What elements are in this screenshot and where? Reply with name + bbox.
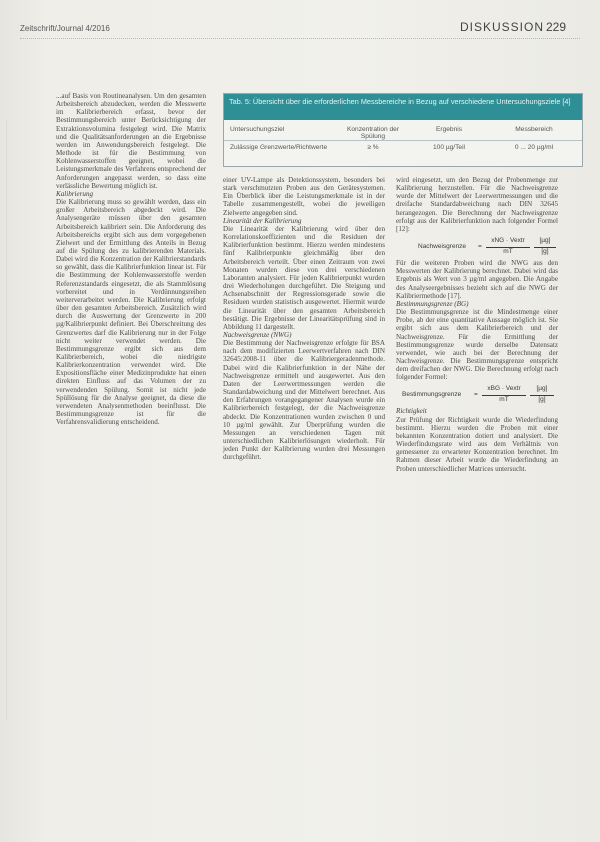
unit-numerator: [µg] — [539, 237, 551, 245]
table-cell: 0 ... 20 µg/ml — [514, 144, 554, 151]
section-heading: Kalibrierung — [56, 189, 94, 198]
formula-bestimmungsgrenze — [396, 381, 558, 407]
paragraph: ...auf Basis von Routineanalysen. Um den gesamten Arbeitsbereich abzudecken, werden die Messwerte im Kalibrierbereich erfasst, bevor der Bestimmungsbereich unter Berücksichtigung der Extraktionsvolumina festgelegt wird. Die Matrix und die Qualitätsanforderungen an die Ergebnisse werden im Anwendungsbereich festgelegt. Die Methode ist für die Bestimmung von Kohlenwasserstoffen geeignet, wobei die Leistungsmerkmale des Verfahrens entsprechend der Anforderungen angepasst werden, so dass eine verlässliche Bewertung möglich ist. — [56, 92, 206, 190]
formula-nachweisgrenze — [396, 233, 558, 259]
table-header-cell: Konzentration der Spülung — [346, 126, 400, 140]
paragraph: einer UV-Lampe als Detektionssystem, besonders bei stark verschmutzten Proben aus den Gerätesystemen. Ein Überblick über die Leistungsmerkmale ist in der Tabelle zusammengestellt, wobei die jeweiligen Zielwerte angegeben sind. — [223, 176, 385, 217]
table-cell: 100 µg/Teil — [432, 144, 466, 151]
section-title: DISKUSSION — [460, 20, 545, 34]
section-heading: Nachweisgrenze (NWG) — [223, 330, 292, 339]
formula-numerator: xNG · Vextr — [491, 237, 525, 245]
unit-denominator: [g] — [538, 396, 546, 404]
table-cell: Zulässige Grenzwerte/Richtwerte — [230, 144, 328, 151]
unit-numerator: [µg] — [536, 385, 548, 393]
binding-shadow — [6, 120, 7, 720]
table-row — [224, 141, 582, 155]
table-header-row — [224, 124, 582, 141]
journal-header: Zeitschrift/Journal 4/2016 — [20, 24, 110, 33]
equals-sign: = — [474, 391, 478, 399]
table-header-cell: Ergebnis — [435, 126, 463, 133]
formula-denominator: mT — [503, 248, 513, 256]
header-divider — [20, 38, 580, 39]
paragraph: Die Linearität der Kalibrierung wird über den Korrelationskoeffizienten und die Residuen der Kalibrierfunktion bestimmt. Hierzu werden mindestens fünf Kalibrierpunkte gleichmäßig über den Arbeitsbereich verteilt. Über einen Zeitraum von zwei Monaten wurden diese von drei verschiedenen Laboranten analysiert. Für jeden Kalibrierpunkt wurden drei Wiederholungen durchgeführt. Die Steigung und Achsenabschnitt der Regressionsgerade sowie die Residuen wurden statistisch ausgewertet. Hiermit wurde die Linearität über den gesamten Arbeitsbereich bestätigt. Die Ergebnisse der Linearitätsprüfung sind in Abbildung 11 dargestellt. — [223, 224, 385, 331]
section-heading: Richtigkeit — [396, 407, 427, 416]
text-column-3 — [396, 176, 558, 473]
table-cell: ≥ % — [367, 144, 379, 151]
unit-denominator: [g] — [541, 248, 549, 256]
paragraph: wird eingesetzt, um den Bezug der Probenmenge zur Kalibrierung herzustellen. Für die Nachweisgrenze wurde der Mittelwert der Leerwertmessungen und die dreifache Standardabweichung nach DIN 32645 herangezogen. Die Berechnung der Nachweisgrenze erfolgt aus der Kalibrierfunktion nach folgender Formel [12]: — [396, 176, 558, 233]
section-heading: Bestimmungsgrenze (BG) — [396, 299, 469, 308]
paragraph: Die Bestimmungsgrenze ist die Mindestmenge einer Probe, ab der eine quantitative Aussage möglich ist. Sie ergibt sich aus dem Kalibrierbereich und der Nachweisgrenze. Für die Ermittlung der Bestimmungsgrenze wurde derselbe Datensatz verwendet, wie auch bei der Berechnung der Nachweisgrenze. Die Bestimmungsgrenze entspricht dem dreifachen der NWG. Die Berechnung erfolgt nach folgender Formel: — [396, 308, 558, 382]
formula-numerator: xBG · Vextr — [487, 385, 521, 393]
table-header-cell: Messbereich — [515, 126, 553, 133]
table-header-cell: Untersuchungsziel — [230, 126, 285, 133]
paragraph: Die Bestimmung der Nachweisgrenze erfolgte für BSA nach dem modifizierten Leerwertverfahren nach DIN 32645:2008-11 über die Kalibriergeradenmethode. Dabei wird die Kalibrierfunktion in der Nähe der Nachweisgrenze ermittelt und ausgewertet. Aus den Daten der Leerwertmessungen werden die Standardabweichung und der Mittelwert berechnet. Aus den Erfahrungen vorangegangener Analysen wurde ein Kalibrierbereich festgelegt, der die Nachweisgrenze abdeckt. Die Konzentrationen wurden zwischen 0 und 10 µg/ml gewählt. Zur Überprüfung wurden die Messungen an verschiedenen Tagen mit unterschiedlichen Kalibrierlösungen wiederholt. Für jeden Punkt der Kalibrierung wurden drei Messungen durchgeführt. — [223, 339, 385, 462]
formula-label: Bestimmungsgrenze — [402, 391, 462, 399]
formula-denominator: mT — [499, 396, 509, 404]
equals-sign: = — [478, 243, 482, 251]
page-number: 229 — [546, 20, 567, 34]
paragraph: Die Kalibrierung muss so gewählt werden, dass ein großer Arbeitsbereich abgedeckt wird. Die Analysengeräte müssen über den gesamten Arbeitsbereich kalibriert sein. Die Anforderung des Arbeitsbereichs ergibt sich aus dem vorgegebenen Zielwert und der Ermittlung des Anteils in Bezug auf die Spülung des zu kalibrierenden Materials. Dabei wird die Konzentration der Kalibrierstandards so gewählt, dass die Kalibrierfunktion linear ist. Für die Bestimmung der Kohlenwasserstoffe werden Referenzstandards eingesetzt, die als Stammlösung vorbereitet und in Verdünnungsreihen weiterverarbeitet werden. Die Kalibrierung erfolgt über den gesamten Arbeitsbereich. Zusätzlich wird durch die Auswertung der Grenzwerte in 200 µg/Kalibrierpunkt definiert. Bei Überschreitung des Grenzwertes darf die Kalibrierung nur in der Folge nicht weiter verwendet werden. Die Bestimmungsgrenze ergibt sich aus dem Kalibrierbereich, wobei die niedrigste Kalibrierkonzentration verwendet wird. Die Expositionsfläche einer Medizinprodukte hat einen direkten Einfluss auf das Volumen der zu verwendenden Spülung. Somit ist nicht jede Spüllösung für die Analyse geeignet, da diese die verwendeten Analysenmethoden beeinflusst. Die Bestimmungsgrenze ist für die Verfahrensvalidierung entscheidend. — [56, 198, 206, 427]
paragraph: Für die weiteren Proben wird die NWG aus den Messwerten der Kalibrierung berechnet. Dabei wird das Ergebnis als Wert von 3 µg/ml angegeben. Die Angabe des Analyseergebnisses bezieht sich auf die NWG der Kalibriermethode [17]. — [396, 259, 558, 300]
formula-label: Nachweisgrenze — [418, 243, 467, 251]
text-column-1 — [56, 92, 206, 426]
summary-table — [223, 93, 583, 167]
table-caption: Tab. 5: Übersicht über die erforderlichen Messbereiche in Bezug auf verschiedene Untersuchungsziele [4] — [224, 94, 582, 120]
paragraph: Zur Prüfung der Richtigkeit wurde die Wiederfindung bestimmt. Hierzu wurden die Proben mit einer bekannten Konzentration dotiert und analysiert. Die Wiederfindungsrate wird aus dem Verhältnis von gemessener zu erwarteter Konzentration berechnet. Im Rahmen dieser Arbeit wurde die Wiederfindung an Proben unterschiedlicher Matrices untersucht. — [396, 415, 558, 473]
text-column-2 — [223, 176, 385, 461]
section-heading: Linearität der Kalibrierung — [223, 216, 302, 225]
